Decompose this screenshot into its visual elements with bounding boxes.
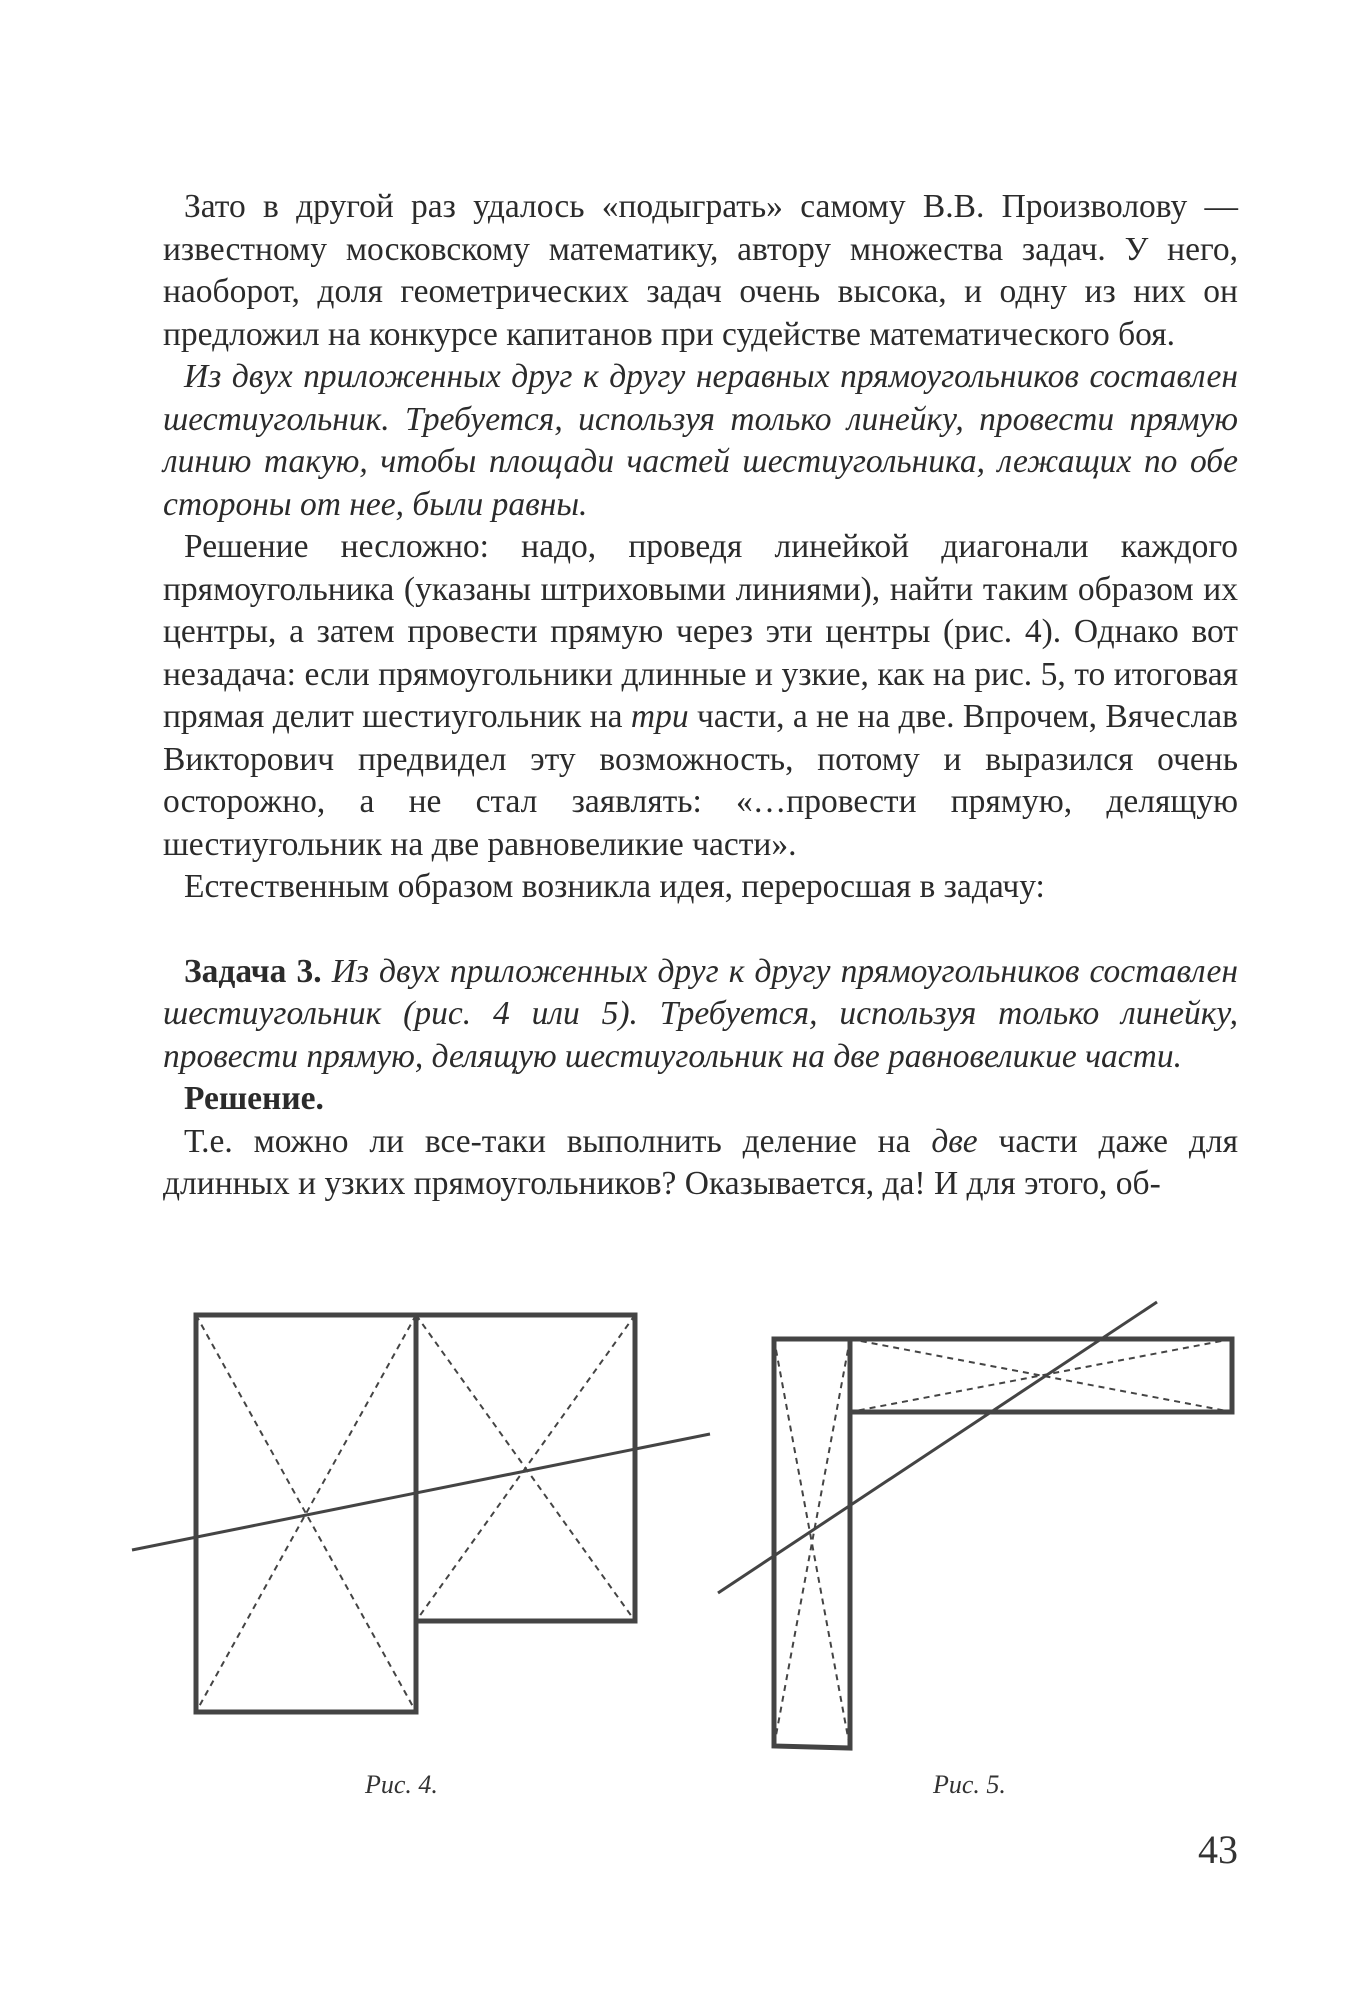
emphasis-two: две: [931, 1122, 978, 1160]
paragraph-problem: Из двух приложенных друг к другу неравных прямоугольников составлен шестиугольник. Требуется, используя только линейку, провести прямую линию такую, чтобы площади частей шестиугольника, лежащих по обе стороны от нее, были равны.: [163, 358, 1238, 523]
text-span: части, а не на две. Впрочем, Вячеслав Викторович предвидел эту возможность, потому и выразился очень осторожно, а не стал заявлять: «…провести прямую, делящую шестиугольник на две равновеликие части».: [163, 698, 1238, 863]
caption-fig-5: Рис. 5.: [933, 1770, 1006, 1799]
paragraph-idea: Естественным образом возникла идея, переросшая в задачу:: [184, 868, 1045, 905]
fig5-dividing-line: [718, 1302, 1157, 1593]
emphasis-three: три: [630, 698, 689, 735]
text-span: Т.е. можно ли все-таки выполнить деление на: [184, 1122, 932, 1160]
text-span: Решение несложно: надо, проведя линейкой диагонали каждого прямоугольника (указаны штриховыми линиями), найти таким образом их центры, а затем провести прямую через эти центры (рис. 4). Однако вот незадача: если прямоугольники длинные и узкие, как на рис. 5, то итоговая прямая делит шестиугольник на: [163, 528, 1238, 735]
text-span: части даже для длинных и узких прямоугольников? Оказывается, да! И для этого, об-: [163, 1122, 1238, 1202]
paragraph-intro: Зато в другой раз удалось «подыграть» самому В.В. Произволову — известному московскому математику, автору множества задач. У него, наоборот, доля геометрических задач очень высока, и одну из них он предложил на конкурсе капитанов при судействе математического боя.: [163, 188, 1238, 353]
fig5-vertical-diagonal-2: [774, 1339, 850, 1746]
figure-4: [132, 1315, 710, 1712]
fig4-dividing-line: [132, 1434, 710, 1550]
caption-fig-4: Рис. 4.: [365, 1770, 438, 1799]
task-label: Задача 3.: [184, 952, 322, 990]
solution-heading: Решение.: [184, 1080, 324, 1117]
figure-5: [718, 1302, 1232, 1748]
page-number: 43: [1198, 1827, 1238, 1872]
task-text: Из двух приложенных друг к другу прямоугольников составлен шестиугольник (рис. 4 или 5). Требуется, используя только линейку, провести прямую, делящую шестиугольник на две равновеликие части.: [163, 952, 1238, 1075]
